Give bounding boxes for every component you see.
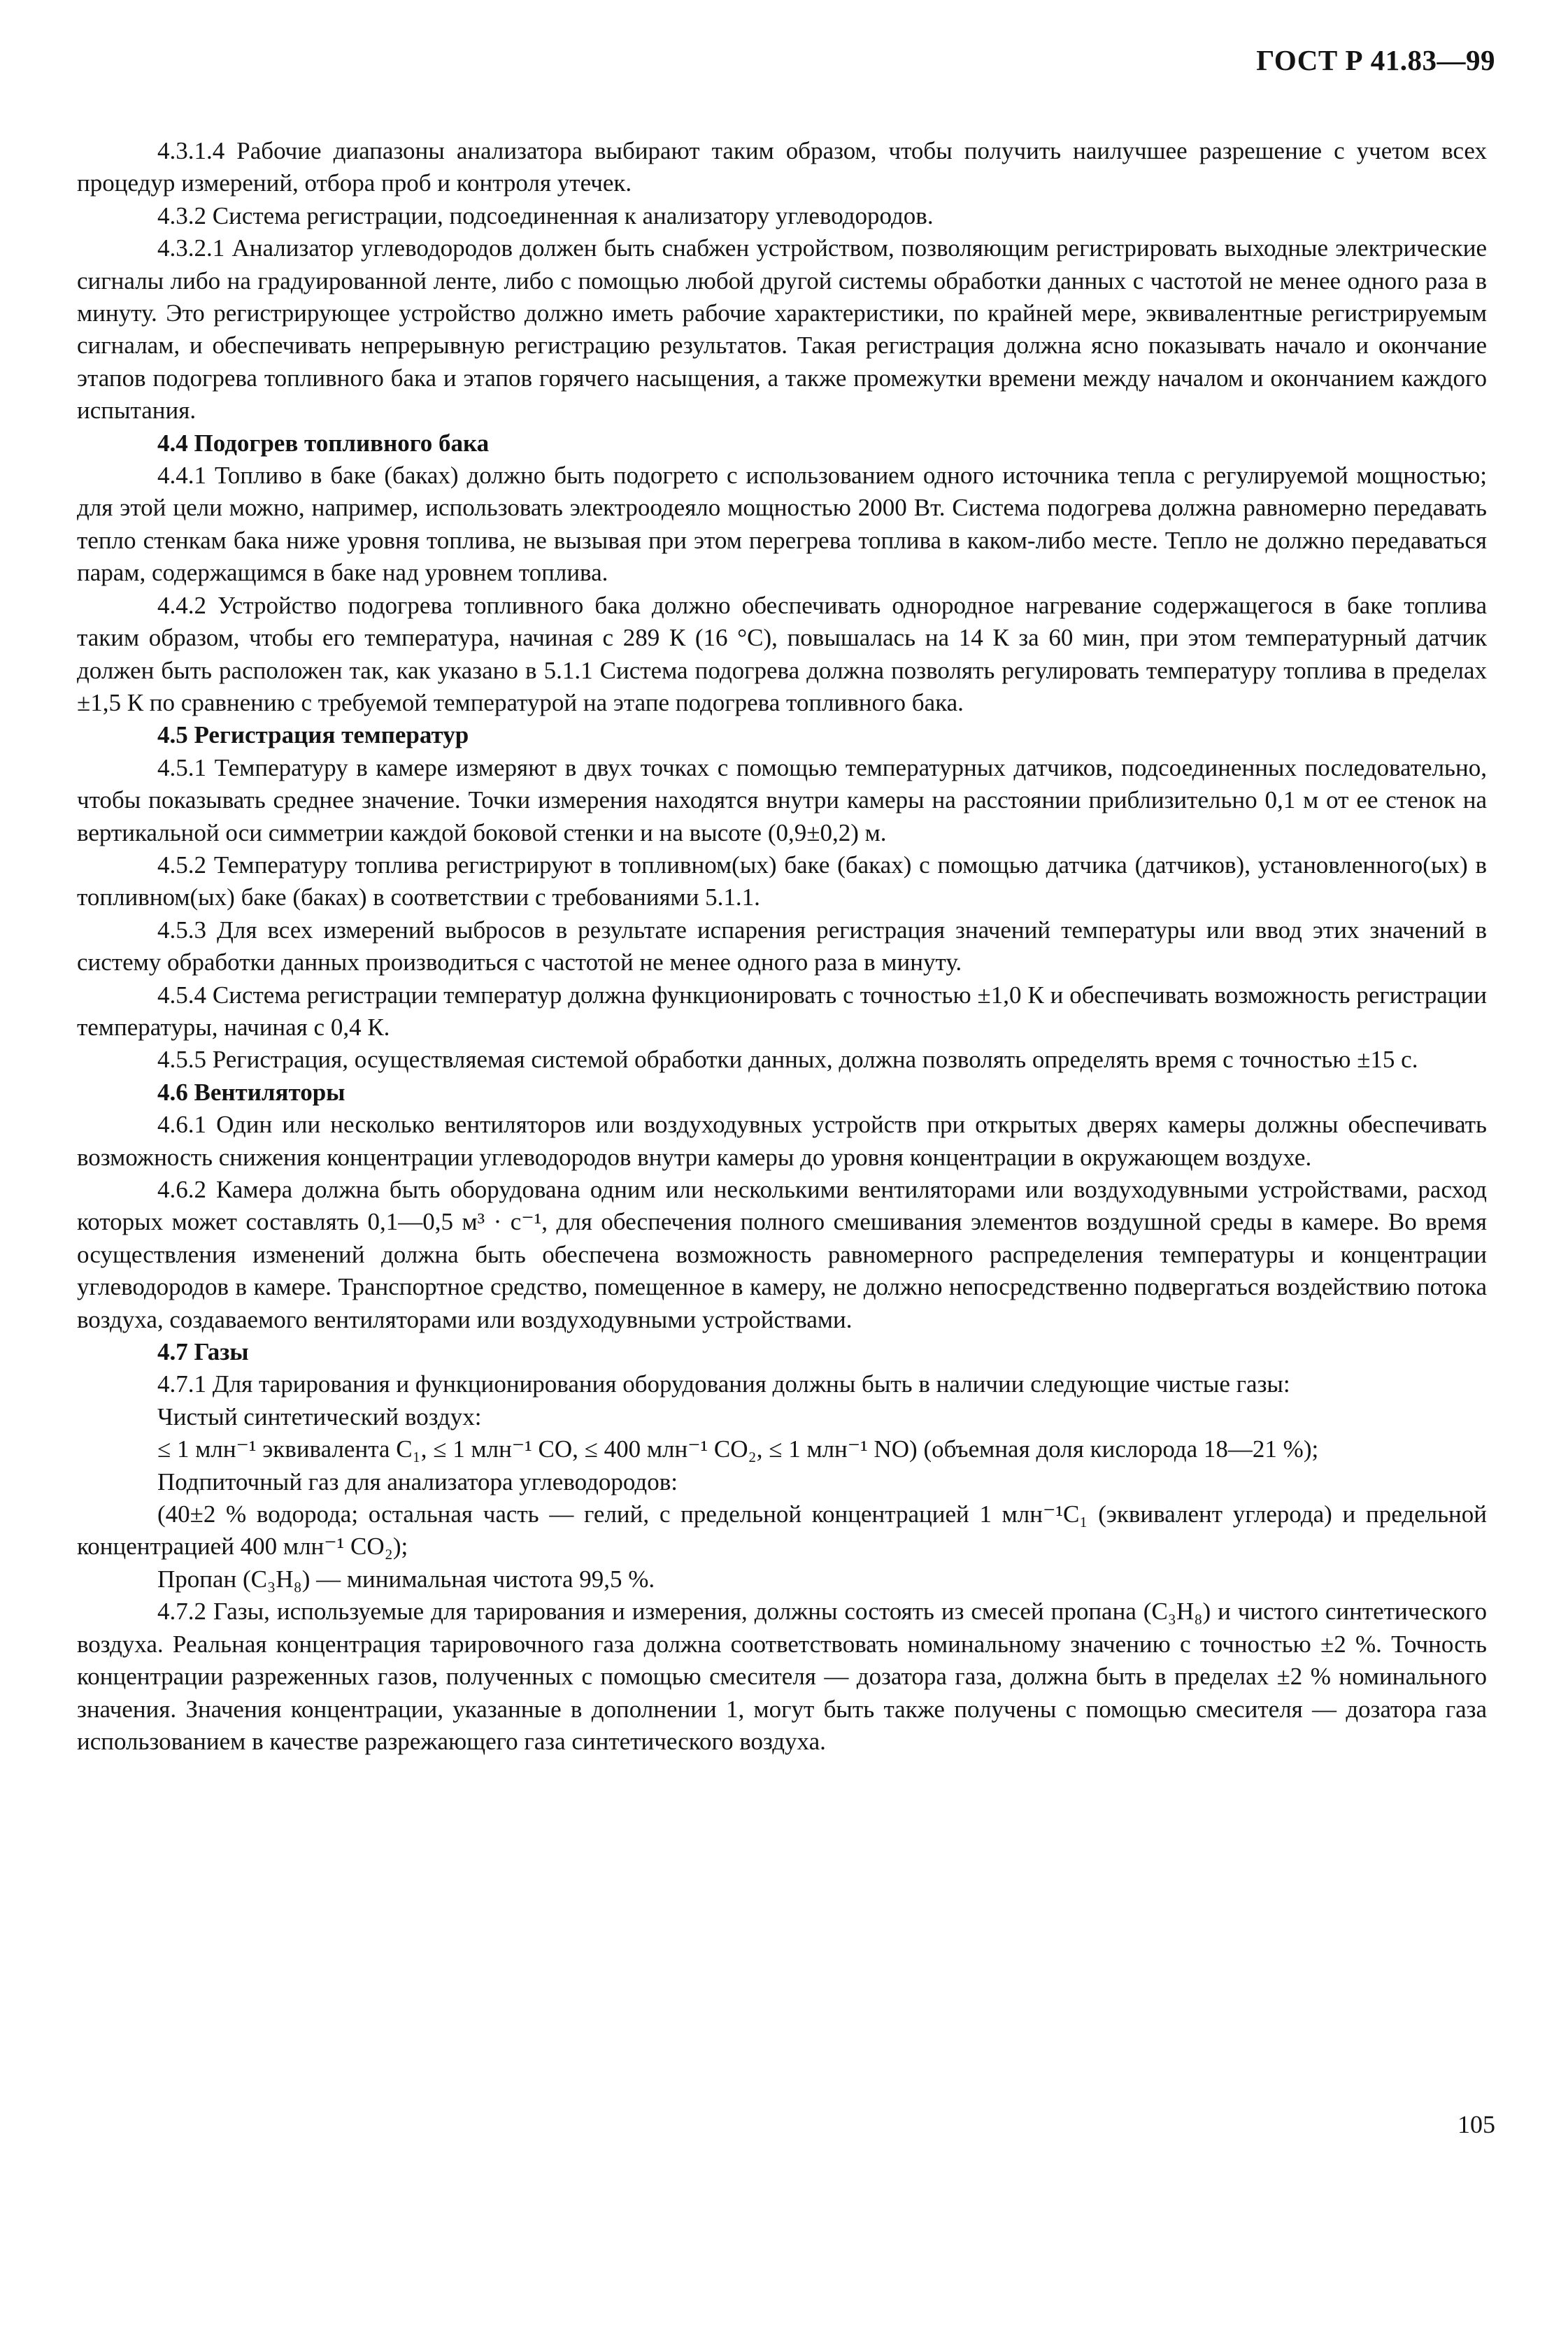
paragraph: 4.6.2 Камера должна быть оборудована одним или несколькими вентиляторами или воздуходувными устройствами, расход которых может составлять 0,1—0,5 м³ · с⁻¹, для обеспечения полного смешивания элементов воздушной среды в камере. Во время осуществления изменений должна быть обеспечена возможность равномерного распределения температуры и концентрации углеводородов в камере. Транспортное средство, помещенное в камеру, не должно непосредственно подвергаться воздействию потока воздуха, создаваемого вентиляторами или воздуходувными устройствами. (77, 1176, 1487, 1333)
document-body (77, 135, 1487, 1758)
paragraph: 4.5.3 Для всех измерений выбросов в результате испарения регистрация значений температуры или ввод этих значений в систему обработки данных производиться с частотой не менее одного раза в минуту. (77, 916, 1487, 976)
paragraph: 4.7.2 Газы, используемые для тарирования и измерения, должны состоять из смесей пропана (C₃H₈) и чистого синтетического воздуха. Реальная концентрация тарировочного газа должна соответствовать номинальному значению с точностью ±2 %. Точность концентрации разреженных газов, полученных с помощью смесителя — дозатора газа, должна быть в пределах ±2 % номинального значения. Значения концентрации, указанные в дополнении 1, могут быть также получены с помощью смесителя — дозатора газа использованием в качестве разрежающего газа синтетического воздуха. (77, 1598, 1487, 1755)
paragraph: 4.5.2 Температуру топлива регистрируют в топливном(ых) баке (баках) с помощью датчика (датчиков), установленного(ых) в топливном(ых) баке (баках) в соответствии с требованиями 5.1.1. (77, 851, 1487, 911)
page-number: 105 (1457, 2110, 1495, 2138)
paragraph: 4.3.2.1 Анализатор углеводородов должен быть снабжен устройством, позволяющим регистрировать выходные электрические сигналы либо на градуированной ленте, либо с помощью любой другой системы обработки данных с частотой не менее одного раза в минуту. Это регистрирующее устройство должно иметь рабочие характеристики, по крайней мере, эквивалентные регистрируемым сигналам, и обеспечивать непрерывную регистрацию результатов. Такая регистрация должна ясно показывать начало и окончание этапов подогрева топливного бака и этапов горячего насыщения, а также промежутки времени между началом и окончанием каждого испытания. (77, 234, 1487, 425)
paragraph: Чистый синтетический воздух: (157, 1402, 482, 1430)
paragraph: Пропан (C₃H₈) — минимальная чистота 99,5 %. (157, 1565, 655, 1593)
paragraph: 4.5.5 Регистрация, осуществляемая системой обработки данных, должна позволять определять время с точностью ±15 с. (157, 1046, 1418, 1074)
paragraph: Подпиточный газ для анализатора углеводородов: (157, 1468, 678, 1496)
section-heading: 4.6 Вентиляторы (157, 1078, 345, 1106)
paragraph: 4.3.1.4 Рабочие диапазоны анализатора выбирают таким образом, чтобы получить наилучшее разрешение с учетом всех процедур измерений, отбора проб и контроля утечек. (77, 137, 1487, 197)
paragraph: 4.4.1 Топливо в баке (баках) должно быть подогрето с использованием одного источника тепла с регулируемой мощностью; для этой цели можно, например, использовать электроодеяло мощностью 2000 Вт. Система подогрева должна равномерно передавать тепло стенкам бака ниже уровня топлива, не вызывая при этом перегрева топлива в каком-либо месте. Тепло не должно передаваться парам, содержащимся в баке над уровнем топлива. (77, 462, 1487, 587)
paragraph: 4.5.1 Температуру в камере измеряют в двух точках с помощью температурных датчиков, подсоединенных последовательно, чтобы показывать среднее значение. Точки измерения находятся внутри камеры на расстоянии приблизительно 0,1 м от ее стенок на вертикальной оси симметрии каждой боковой стенки и на высоте (0,9±0,2) м. (77, 753, 1487, 846)
paragraph: 4.3.2 Система регистрации, подсоединенная к анализатору углеводородов. (157, 201, 934, 229)
paragraph: (40±2 % водорода; остальная часть — гелий, с предельной концентрацией 1 млн⁻¹C₁ (эквивалент углерода) и предельной концентрацией 400 млн⁻¹ CO₂); (77, 1500, 1487, 1561)
paragraph: 4.6.1 Один или несколько вентиляторов или воздуходувных устройств при открытых дверях камеры должны обеспечивать возможность снижения концентрации углеводородов внутри камеры до уровня концентрации в окружающем воздухе. (77, 1111, 1487, 1171)
section-heading: 4.7 Газы (157, 1338, 249, 1366)
section-heading: 4.5 Регистрация температур (157, 721, 469, 749)
paragraph: 4.4.2 Устройство подогрева топливного бака должно обеспечивать однородное нагревание содержащегося в баке топлива таким образом, чтобы его температура, начиная с 289 К (16 °С), повышалась на 14 К за 60 мин, при этом температурный датчик должен быть расположен так, как указано в 5.1.1 Система подогрева должна позволять регулировать температуру топлива в пределах ±1,5 К по сравнению с требуемой температурой на этапе подогрева топливного бака. (77, 591, 1487, 716)
section-heading: 4.4 Подогрев топливного бака (157, 429, 490, 457)
paragraph: 4.5.4 Система регистрации температур должна функционировать с точностью ±1,0 К и обеспечивать возможность регистрации температуры, начиная с 0,4 К. (77, 981, 1487, 1041)
paragraph: 4.7.1 Для тарирования и функционирования оборудования должны быть в наличии следующие чистые газы: (157, 1370, 1290, 1398)
document-header: ГОСТ Р 41.83—99 (1256, 44, 1495, 76)
paragraph: ≤ 1 млн⁻¹ эквивалента C₁, ≤ 1 млн⁻¹ CO, ≤ 400 млн⁻¹ CO₂, ≤ 1 млн⁻¹ NO) (объемная доля кислорода 18—21 %); (157, 1435, 1319, 1463)
